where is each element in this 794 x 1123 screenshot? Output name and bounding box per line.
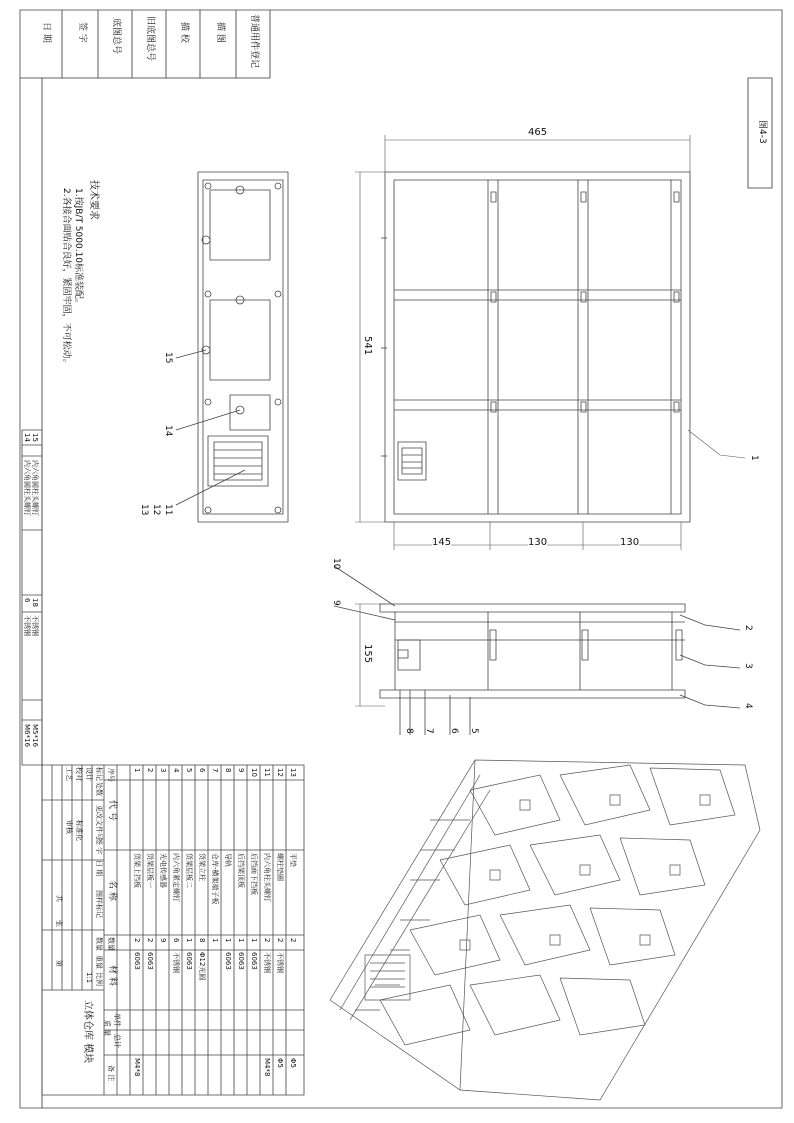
bom-cell-no: 2	[146, 768, 154, 773]
dim-height: 541	[362, 336, 373, 356]
bom-cell-qty: 2	[133, 938, 141, 943]
tech-requirements-title: 技术要求	[88, 180, 99, 220]
bom-header-no: 序号	[107, 768, 115, 782]
isometric-view	[330, 760, 760, 1100]
dimension-lines	[355, 135, 745, 706]
base-no-label: 底图总号	[111, 18, 121, 55]
bom-cell-name: 货架层板一	[146, 853, 154, 888]
rack-side-view	[334, 566, 740, 735]
tb-design: 设计	[85, 767, 93, 781]
old-base-no-label: 旧底图总号	[145, 16, 155, 62]
figure-number: 图4-3	[757, 120, 767, 144]
small-table-no: 15	[31, 433, 39, 442]
dim-seg2: 130	[528, 537, 548, 548]
bom-cell-qty: 1	[237, 938, 245, 943]
bom-cell-no: 6	[198, 768, 206, 773]
callout-9: 9	[331, 600, 341, 606]
small-table-no: 14	[23, 433, 31, 442]
callout-4: 4	[743, 703, 753, 709]
bom-header-unit-weight: 单件	[113, 1013, 121, 1027]
bom-header-material: 材 料	[107, 965, 117, 986]
bom-cell-name: 后挡面下挡板	[250, 853, 258, 895]
bom-cell-no: 1	[133, 768, 141, 773]
small-table-name: 内六角圆柱头螺钉	[31, 460, 39, 516]
small-table-material: 不锈钢	[23, 615, 31, 636]
bom-cell-qty: 2	[263, 938, 271, 943]
callout-8: 8	[404, 728, 414, 734]
tb-weight: 数量	[95, 937, 103, 951]
tb-count: 处数	[95, 782, 103, 796]
tb-check: 校对	[75, 767, 83, 781]
tb-process: 工艺	[65, 767, 73, 781]
rack-top-view	[381, 172, 690, 522]
tech-requirement-item: 2.各接合面贴合良好，紧固牢固，不可松动。	[61, 188, 71, 368]
traced-label: 描 校	[179, 22, 189, 43]
bom-cell-qty: 2	[289, 938, 297, 943]
callout-7: 7	[424, 728, 434, 734]
bom-cell-name: 平垫	[289, 853, 297, 867]
bom-cell-name: 仓库-横架端子板	[211, 853, 219, 905]
tb-scale-value: 1:1	[85, 972, 93, 984]
callout-1: 1	[749, 455, 759, 461]
tb-stage-mark: 图样标记	[95, 890, 103, 918]
small-table-note: M5*16	[31, 724, 39, 747]
bom-cell-qty: 1	[185, 938, 193, 943]
sheet-border	[20, 10, 782, 1108]
bom-cell-name: 螺柱垫圈	[276, 853, 284, 881]
tb-change-doc: 更改文件号	[95, 805, 103, 840]
bom-cell-name: 内六角紧定螺钉	[172, 853, 180, 902]
callout-13: 13	[139, 504, 149, 516]
dim-top-width: 465	[528, 127, 548, 138]
drawn-label: 描 图	[215, 22, 225, 43]
dim-side-height: 155	[362, 644, 373, 664]
callout-11: 11	[163, 504, 173, 516]
date-label: 日 期	[41, 22, 51, 43]
bom-cell-no: 12	[276, 768, 284, 777]
bom-cell-name: 光电传感器	[159, 853, 167, 888]
callout-6: 6	[449, 728, 459, 734]
bom-cell-no: 11	[263, 768, 271, 777]
bom-cell-name: 货架立柱	[198, 853, 206, 881]
dim-seg3: 130	[620, 537, 640, 548]
bom-header-qty: 数量	[107, 937, 115, 951]
bom-cell-remark: Φ5	[289, 1058, 297, 1068]
bom-cell-no: 4	[172, 768, 180, 773]
tb-standard: 标准化	[75, 820, 83, 841]
bom-cell-name: 货架层板二	[185, 853, 193, 888]
bom-cell-name: 后挡架顶板	[237, 853, 245, 888]
small-table-note: M6*16	[23, 724, 31, 747]
small-table-name: 内六角圆柱头螺钉	[23, 460, 31, 516]
general-register-label: 普通用件登记	[249, 14, 259, 69]
tb-mark: 标记	[95, 767, 103, 781]
tb-signature: 签 字	[95, 838, 103, 855]
bom-cell-no: 5	[185, 768, 193, 773]
bom-cell-remark: M4*8	[263, 1058, 271, 1077]
callout-14: 14	[163, 425, 173, 437]
bom-header-weight: 质 量	[103, 1020, 111, 1037]
bom-cell-no: 10	[250, 768, 258, 777]
tb-weight2: 重量	[95, 955, 103, 969]
bom-cell-no: 3	[159, 768, 167, 773]
bom-cell-no: 8	[224, 768, 232, 773]
tb-approve: 审核	[65, 820, 73, 834]
tb-date: 日 期	[95, 860, 103, 877]
small-table-material: 不锈钢	[31, 615, 39, 636]
bom-header-remark: 备 注	[107, 1065, 115, 1082]
bom-cell-qty: 9	[159, 938, 167, 943]
bom-cell-remark: M4*8	[133, 1058, 141, 1077]
bom-cell-qty: 1	[250, 938, 258, 943]
bom-cell-qty: 1	[211, 938, 219, 943]
bom-cell-remark: Φ5	[276, 1058, 284, 1068]
callout-15: 15	[163, 352, 173, 364]
callout-12: 12	[151, 504, 161, 516]
bom-cell-qty: 2	[146, 938, 154, 943]
bom-header-total-weight: 总计	[113, 1034, 121, 1048]
callout-3: 3	[743, 663, 753, 669]
bom-cell-name: 导轨	[224, 853, 232, 867]
drawing-name: 立体仓库 模块	[82, 1000, 93, 1064]
bom-cell-name: 内六角柱头螺钉	[263, 853, 271, 902]
bom-cell-material: 不锈钢	[172, 952, 180, 973]
bom-cell-qty: 6	[172, 938, 180, 943]
detail-view	[176, 172, 288, 522]
bom-cell-material: 6063	[185, 952, 193, 970]
callout-2: 2	[743, 625, 753, 631]
bom-cell-material: 不锈钢	[276, 952, 284, 973]
callout-5: 5	[469, 728, 479, 734]
small-table-qty: 6	[23, 598, 31, 603]
callout-10: 10	[331, 558, 341, 570]
dim-seg1: 145	[432, 537, 452, 548]
bom-cell-no: 7	[211, 768, 219, 773]
bom-cell-qty: 1	[224, 938, 232, 943]
small-table-qty: 18	[31, 598, 39, 607]
bom-cell-qty: 8	[198, 938, 206, 943]
bom-cell-material: 6063	[146, 952, 154, 970]
bom-cell-qty: 2	[276, 938, 284, 943]
signature-label: 签 字	[77, 22, 87, 43]
bom-cell-material: 6063	[133, 952, 141, 970]
bom-cell-no: 13	[289, 768, 297, 777]
bom-cell-name: 货架上挡板	[133, 853, 141, 888]
bom-header-name: 名 称	[107, 880, 117, 901]
bom-cell-no: 9	[237, 768, 245, 773]
tech-requirement-item: 1.按JB/T 5000.10标准装配。	[73, 188, 83, 309]
tb-scale: 比例	[95, 972, 103, 986]
bom-cell-material: 不锈钢	[263, 952, 271, 973]
bom-cell-material: Φ12光圆	[198, 952, 206, 981]
bom-cell-material: 6063	[250, 952, 258, 970]
bom-header-code: 代 号	[107, 800, 117, 821]
tb-sheet-unit: 张	[55, 920, 63, 927]
tb-sheet: 第	[55, 960, 63, 967]
bom-cell-material: 6063	[224, 952, 232, 970]
tb-sheets: 共	[55, 895, 63, 902]
bom-cell-material: 6063	[237, 952, 245, 970]
